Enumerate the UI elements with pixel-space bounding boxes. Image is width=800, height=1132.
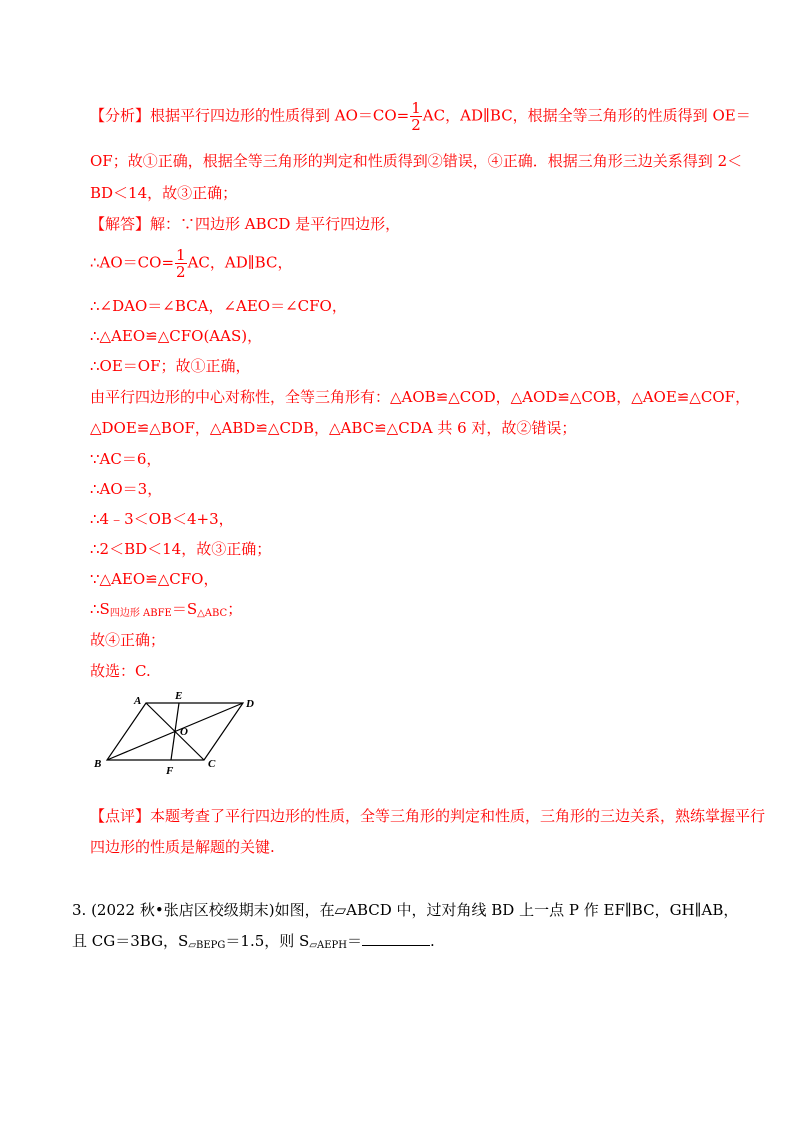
analysis-text: AC，AD∥BC，根据全等三角形的性质得到 OE＝ [422, 106, 751, 125]
circled-number: ③ [177, 184, 193, 202]
question-line-2 [72, 930, 435, 951]
label-c: C [208, 758, 216, 770]
analysis-text: 正确，根据全等三角形的判定和性质得到 [157, 152, 428, 170]
solution-line-6 [90, 417, 576, 438]
solution-line-11: ∵△AEO≌△CFO， [90, 570, 219, 588]
solution-line-4 [90, 355, 251, 376]
analysis-text: 正确．根据三角形三边关系得到 2＜ [502, 152, 743, 170]
solution-text: ＝S [171, 600, 198, 618]
solution-line-3: ∴△AEO≌△CFO(AAS)， [90, 327, 263, 345]
circled-number: ② [427, 152, 443, 170]
solution-text: 错误； [531, 419, 577, 437]
solution-line-14: 故选：C. [90, 662, 151, 680]
fraction-numerator: 1 [411, 99, 421, 117]
solution-line-5: 由平行四边形的中心对称性，全等三角形有：△AOB≌△COD，△AOD≌△COB，△AOE≌△COF， [90, 388, 751, 406]
circled-number: ④ [487, 152, 503, 170]
comment-line-2: 四边形的性质是解题的关键. [90, 838, 275, 856]
subscript: △ABC [197, 608, 228, 619]
solution-text: 正确， [205, 357, 251, 375]
solution-text: ∴OE＝OF；故 [90, 357, 191, 375]
fraction-denominator: 2 [176, 263, 186, 281]
circled-number: ④ [105, 631, 121, 649]
label-f: F [166, 765, 174, 777]
question-text: 且 CG＝3BG，S [72, 932, 189, 950]
answer-blank[interactable] [362, 933, 430, 946]
solution-text: 正确； [120, 631, 166, 649]
solution-text: ∴S [90, 600, 110, 618]
solution-line-1 [90, 247, 292, 280]
circled-number: ② [516, 419, 532, 437]
segment-ef [171, 703, 179, 760]
solution-line-7: ∵AC＝6， [90, 450, 162, 468]
analysis-text: BD＜14，故 [90, 184, 178, 202]
solution-text: 正确； [226, 540, 272, 558]
solution-line-9: ∴4﹣3＜OB＜4+3， [90, 510, 234, 528]
solution-line-13 [90, 629, 165, 650]
solution-text: ∴2＜BD＜14，故 [90, 540, 212, 558]
subscript: ▱BEPG [188, 940, 226, 951]
comment-line-1: 【点评】本题考查了平行四边形的性质，全等三角形的判定和性质，三角形的三边关系，熟练掌握平行 [90, 807, 766, 825]
fraction-half [410, 100, 422, 133]
solution-text: 故 [90, 631, 106, 649]
fraction-numerator: 1 [176, 246, 186, 264]
analysis-line-2 [90, 150, 742, 171]
analysis-text: 正确； [192, 184, 238, 202]
solution-line-10 [90, 538, 271, 559]
solution-line-2: ∴∠DAO＝∠BCA，∠AEO＝∠CFO， [90, 297, 347, 315]
circled-number: ③ [211, 540, 227, 558]
solution-text: AC，AD∥BC， [187, 253, 293, 272]
solution-line-12 [90, 598, 242, 619]
analysis-line-1 [90, 100, 751, 133]
label-o: O [180, 726, 188, 738]
parallelogram-figure [88, 688, 268, 778]
solution-text: ∴AO＝CO= [90, 253, 175, 272]
subscript: ▱AEPH [309, 940, 347, 951]
fraction-half [175, 247, 187, 280]
solution-text: ； [227, 600, 243, 618]
circled-number: ① [190, 357, 206, 375]
label-e: E [175, 690, 183, 702]
subscript: 四边形 ABFE [109, 608, 172, 619]
solution-text: △DOE≌△BOF，△ABD≌△CDB，△ABC≌△CDA 共 6 对，故 [90, 419, 517, 437]
question-text: ＝ [346, 932, 362, 950]
analysis-text: OF；故 [90, 152, 143, 170]
fraction-denominator: 2 [411, 116, 421, 134]
analysis-text: 错误， [442, 152, 488, 170]
analysis-line-3 [90, 182, 237, 203]
circled-number: ① [142, 152, 158, 170]
solution-heading: 【解答】解：∵四边形 ABCD 是平行四边形， [90, 215, 401, 233]
label-d: D [246, 698, 254, 710]
question-line-1: 3. (2022 秋•张店区校级期末)如图，在▱ABCD 中，过对角线 BD 上一点 P 作 EF∥BC，GH∥AB， [72, 901, 739, 919]
label-b: B [94, 758, 102, 770]
analysis-text: 【分析】根据平行四边形的性质得到 AO＝CO= [90, 106, 410, 125]
label-a: A [134, 695, 142, 707]
solution-line-8: ∴AO＝3， [90, 480, 163, 498]
question-text: . [430, 932, 435, 950]
question-text: ＝1.5，则 S [225, 932, 310, 950]
